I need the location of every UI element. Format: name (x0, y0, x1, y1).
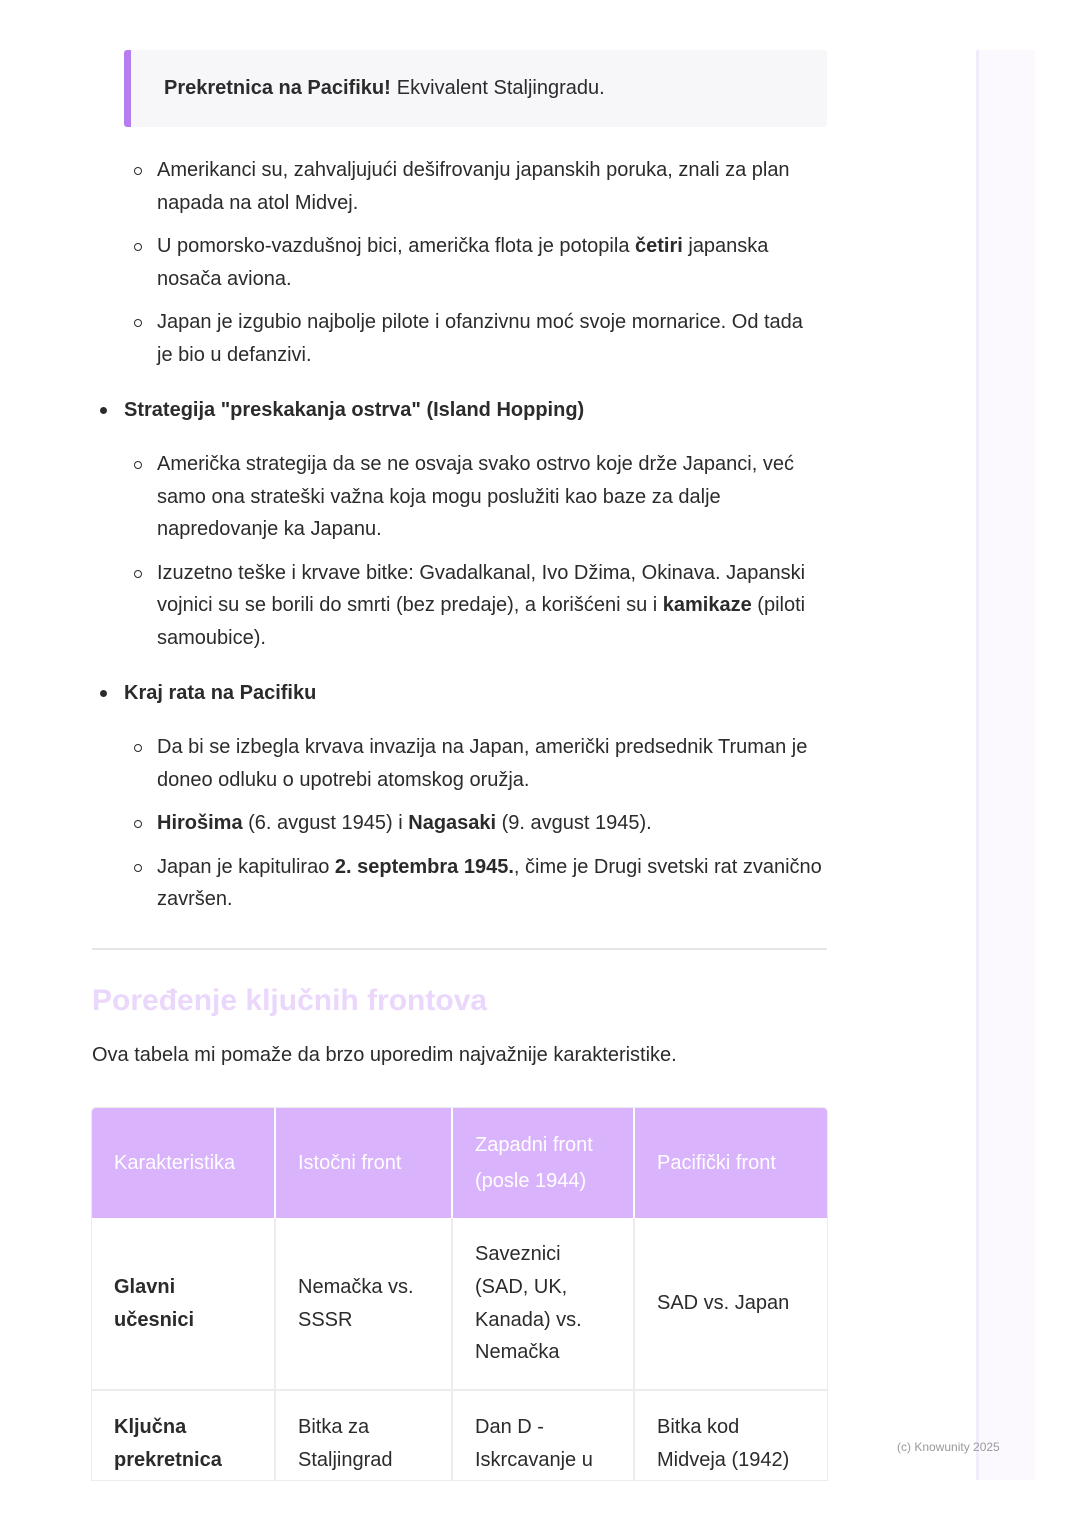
callout-box (124, 50, 827, 127)
list-item: Izuzetno teške i krvave bitke: Gvadalkanal, Ivo Džima, Okinava. Japanski vojnici su se borili do smrti (bez predaje), a korišćeni su i kamikaze (piloti samoubice). (134, 557, 824, 655)
section-title-end-pacific: Kraj rata na Pacifiku (100, 678, 316, 708)
section-title-island-hopping: Strategija "preskakanja ostrva" (Island Hopping) (100, 395, 584, 425)
list-item: U pomorsko-vazdušnoj bici, američka flota je potopila četiri japanska nosača aviona. (134, 230, 824, 295)
list-item: Hirošima (6. avgust 1945) i Nagasaki (9. avgust 1945). (134, 807, 824, 840)
table-header-row (92, 1108, 827, 1218)
column-header: Zapadni front (posle 1944) (452, 1108, 634, 1218)
column-header: Istočni front (275, 1108, 452, 1218)
table-row (92, 1218, 827, 1390)
end-pacific-list (134, 731, 824, 927)
list-item: Japan je kapitulirao 2. septembra 1945., čime je Drugi svetski rat zvanično završen. (134, 851, 824, 916)
divider (92, 948, 827, 950)
column-header: Pacifički front (634, 1108, 827, 1218)
island-hopping-list (134, 448, 824, 666)
side-panel (976, 50, 1035, 1480)
midway-list (134, 154, 824, 383)
comparison-intro: Ova tabela mi pomaže da brzo uporedim najvažnije karakteristike. (92, 1044, 677, 1066)
table-cell: Bitka kod Midveja (1942) (634, 1390, 827, 1480)
list-item: Japan je izgubio najbolje pilote i ofanzivnu moć svoje mornarice. Od tada je bio u defanzivi. (134, 306, 824, 371)
list-item: Američka strategija da se ne osvaja svako ostrvo koje drže Japanci, već samo ona strateški važna koja mogu poslužiti kao baze za dalje napredovanje ka Japanu. (134, 448, 824, 546)
comparison-table (92, 1108, 827, 1480)
watermark: (c) Knowunity 2025 (897, 1440, 1000, 1454)
callout-bold: Prekretnica na Pacifiku! (164, 77, 391, 99)
table-row (92, 1390, 827, 1480)
table-cell: Bitka za Staljingrad (275, 1390, 452, 1480)
list-item: Amerikanci su, zahvaljujući dešifrovanju japanskih poruka, znali za plan napada na atol Midvej. (134, 154, 824, 219)
comparison-heading: Poređenje ključnih frontova (92, 984, 488, 1017)
column-header: Karakteristika (92, 1108, 275, 1218)
table-cell: Saveznici (SAD, UK, Kanada) vs. Nemačka (452, 1218, 634, 1390)
table-cell: Glavni učesnici (92, 1218, 275, 1390)
table-cell: SAD vs. Japan (634, 1218, 827, 1390)
table-cell: Dan D - Iskrcavanje u (452, 1390, 634, 1480)
table-cell: Ključna prekretnica (92, 1390, 275, 1480)
callout-text: Ekvivalent Staljingradu. (396, 77, 605, 99)
list-item: Da bi se izbegla krvava invazija na Japan, američki predsednik Truman je doneo odluku o upotrebi atomskog oružja. (134, 731, 824, 796)
table-cell: Nemačka vs. SSSR (275, 1218, 452, 1390)
